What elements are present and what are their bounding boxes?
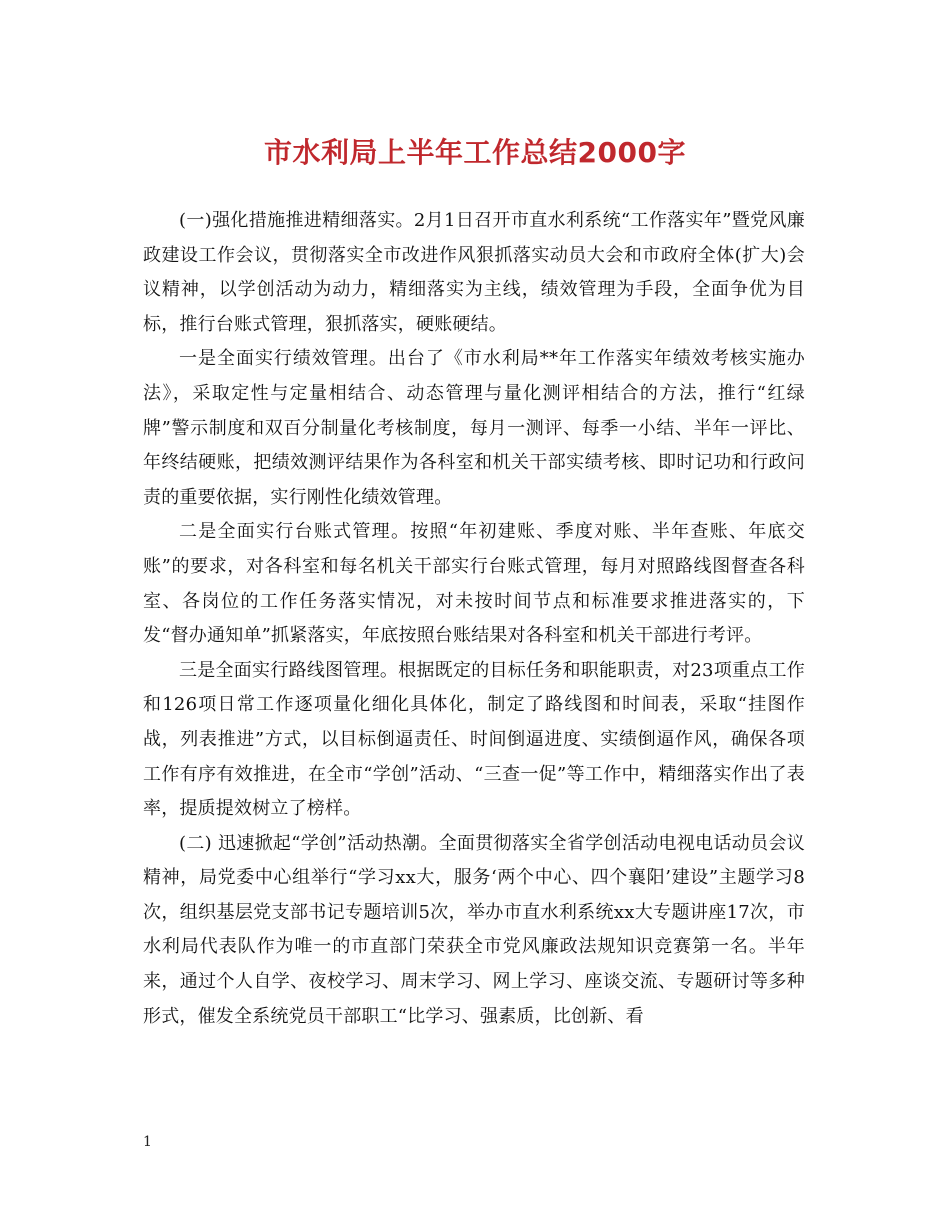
paragraph-1: (一)强化措施推进精细落实。2月1日召开市直水利系统“工作落实年”暨党风廉政建设工作会议，贯彻落实全市改进作风狠抓落实动员大会和市政府全体(扩大)会议精神，以学创活动为动力，精细落实为主线，绩效管理为手段，全面争优为目标，推行台账式管理，狠抓落实，硬账硬结。 (143, 210, 805, 335)
page-number: 1 (143, 1134, 152, 1150)
document-title: 市水利局上半年工作总结2000字 (264, 136, 686, 169)
paragraph-4: 三是全面实行路线图管理。根据既定的目标任务和职能职责，对23项重点工作和126项日常工作逐项量化细化具体化，制定了路线图和时间表，采取“挂图作战，列表推进”方式，以目标倒逼责任、时间倒逼进度、实绩倒逼作风，确保各项工作有序有效推进，在全市“学创”活动、“三查一促”等工作中，精细落实作出了表率，提质提效树立了榜样。 (143, 659, 805, 820)
document-body (143, 204, 805, 1034)
paragraph-2: 一是全面实行绩效管理。出台了《市水利局**年工作落实年绩效考核实施办法》，采取定性与定量相结合、动态管理与量化测评相结合的方法，推行“红绿牌”警示制度和双百分制量化考核制度，每月一测评、每季一小结、半年一评比、年终结硬账，把绩效测评结果作为各科室和机关干部实绩考核、即时记功和行政问责的重要依据，实行刚性化绩效管理。 (143, 348, 805, 508)
paragraph-3: 二是全面实行台账式管理。按照“年初建账、季度对账、半年查账、年底交账”的要求，对各科室和每名机关干部实行台账式管理，每月对照路线图督查各科室、各岗位的工作任务落实情况，对未按时间节点和标准要求推进落实的，下发“督办通知单”抓紧落实，年底按照台账结果对各科室和机关干部进行考评。 (143, 521, 805, 647)
paragraph-5: (二) 迅速掀起“学创”活动热潮。全面贯彻落实全省学创活动电视电话动员会议精神，局党委中心组举行“学习xx大，服务‘两个中心、四个襄阳’建设”主题学习8次，组织基层党支部书记专题培训5次，举办市直水利系统xx大专题讲座17次，市水利局代表队作为唯一的市直部门荣获全市党风廉政法规知识竞赛第一名。半年来，通过个人自学、夜校学习、周末学习、网上学习、座谈交流、专题研讨等多种形式，催发全系统党员干部职工“比学习、强素质，比创新、看 (143, 832, 805, 1027)
